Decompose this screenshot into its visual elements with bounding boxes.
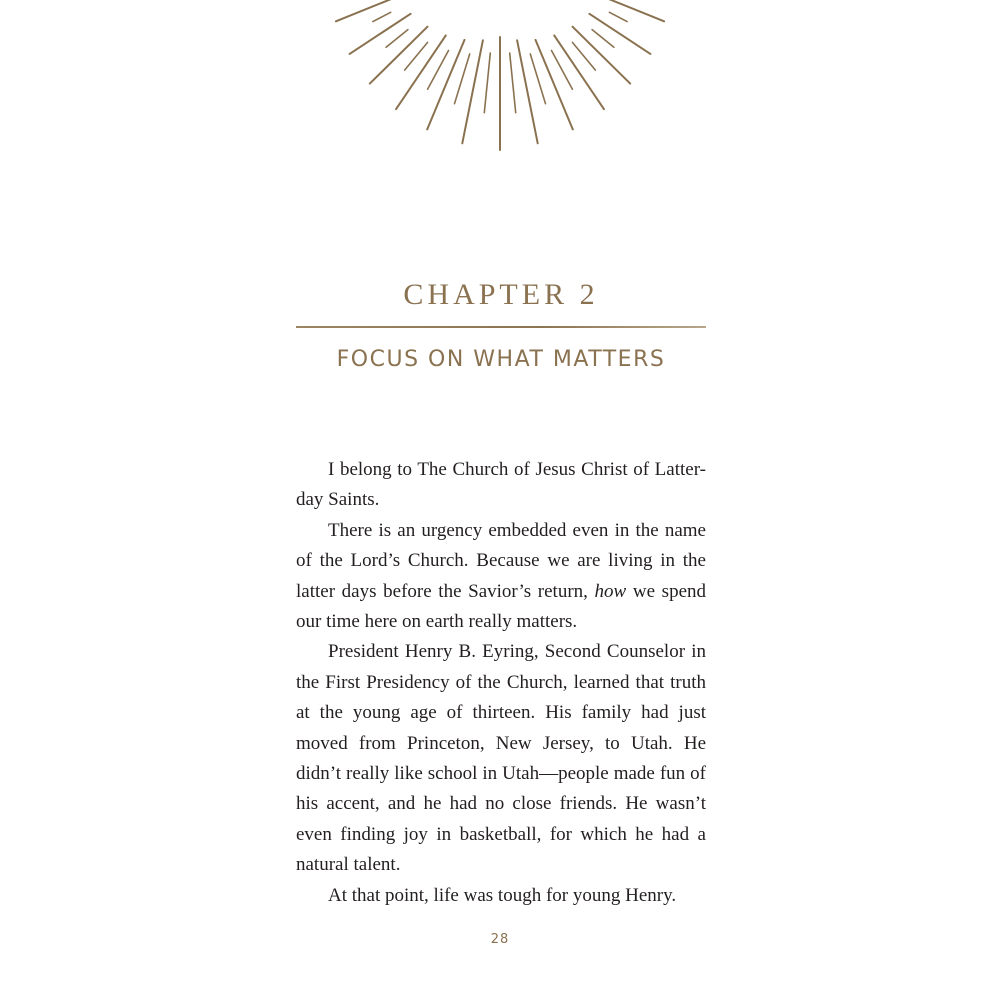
sunburst-ray: [336, 0, 396, 21]
sunburst-ray: [455, 54, 470, 104]
sunburst-ray: [462, 40, 483, 143]
paragraph-2-text-a: There is an urgency embedded even in the name of the Lord’s Church. Because we are living in the latter days before the Savior’s return,: [296, 519, 706, 602]
paragraph-3: President Henry B. Eyring, Second Counselor in the First Presidency of the Church, learned that truth at the young age of thirteen. His family had just moved from Princeton, New Jersey, to Utah. He didn’t really like school in Utah—people made fun of his accent, and he had no close friends. He wasn’t even finding joy in basketball, for which he had a natural talent.: [296, 641, 706, 876]
sunburst-ray: [517, 40, 538, 143]
sunburst-ray: [484, 53, 490, 113]
chapter-label: CHAPTER 2: [403, 278, 599, 311]
sunburst-ray: [396, 35, 446, 109]
sunburst-ray: [510, 53, 516, 113]
sunburst-ray: [554, 35, 604, 109]
paragraph-2: [296, 516, 706, 638]
paragraph-4: At that point, life was tough for young Henry.: [328, 884, 677, 906]
body-text: [296, 455, 706, 911]
sunburst-ray: [530, 54, 545, 104]
sunburst-ray: [373, 12, 391, 21]
sunburst-ray: [604, 0, 664, 21]
sunburst-ray: [592, 30, 614, 48]
page-number: 28: [490, 932, 510, 947]
sunburst-ray: [386, 30, 408, 48]
paragraph-2-emphasis: how: [594, 580, 627, 602]
paragraph-1: I belong to The Church of Jesus Christ of Latter-day Saints.: [296, 459, 706, 511]
sunburst-ray: [609, 12, 627, 21]
chapter-divider: [296, 326, 706, 328]
paragraph-2-text-b: we spend our time here on earth really matters.: [296, 580, 706, 633]
chapter-title: FOCUS ON WHAT MATTERS: [336, 347, 666, 372]
sunburst-ornament: [0, 0, 1000, 170]
